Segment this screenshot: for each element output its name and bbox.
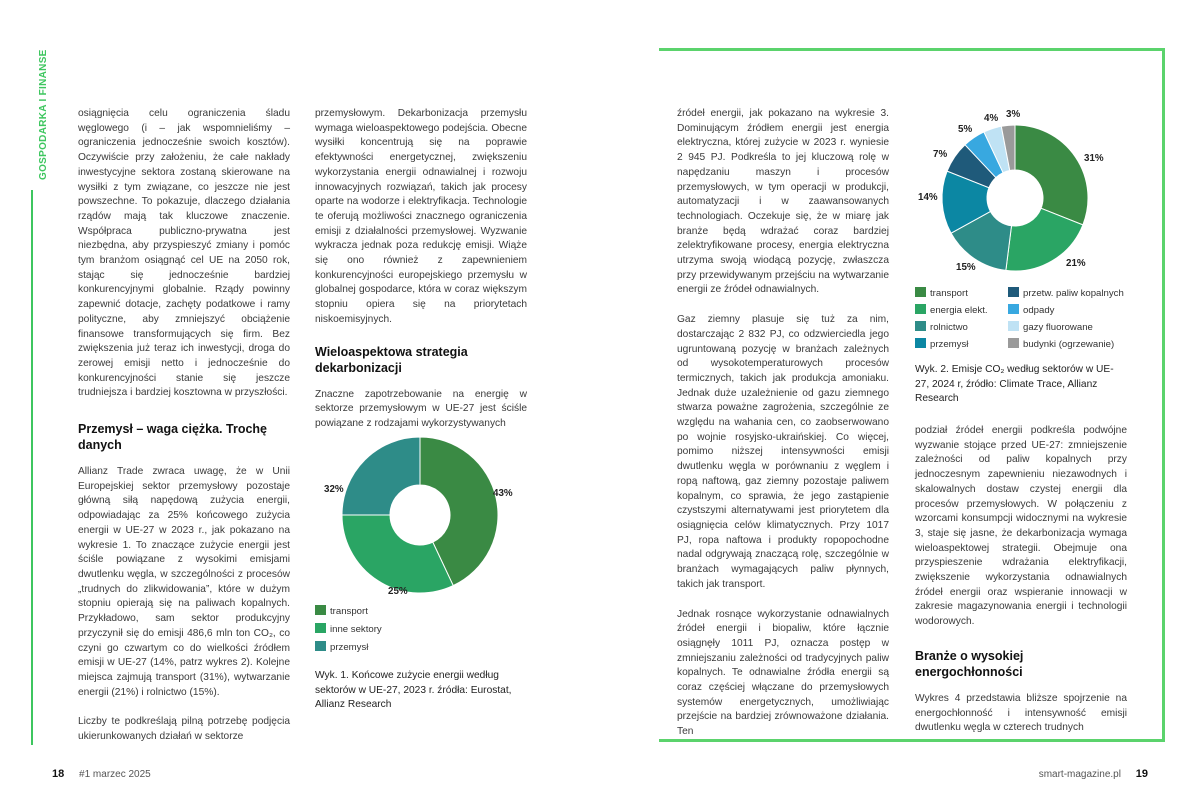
legend-swatch bbox=[315, 641, 326, 651]
data-label: 32% bbox=[324, 484, 344, 495]
legend-swatch bbox=[1008, 287, 1019, 297]
paragraph: Znaczne zapotrzebowanie na energię w sektorze przemysłowym w UE-27 jest ściśle powiązane z rodzajami wykorzystywanych bbox=[315, 388, 527, 429]
data-label: 15% bbox=[956, 262, 976, 273]
legend-item bbox=[315, 605, 368, 617]
legend-swatch bbox=[1008, 304, 1019, 314]
legend-label: rolnictwo bbox=[930, 322, 968, 333]
page-number: 19 bbox=[1135, 768, 1148, 780]
legend-item bbox=[915, 321, 968, 333]
data-label: 5% bbox=[958, 124, 973, 135]
legend-label: przemysł bbox=[330, 642, 369, 653]
chart-1-caption bbox=[315, 669, 530, 713]
co2-emissions-donut-chart bbox=[940, 123, 1090, 273]
legend-label: odpady bbox=[1023, 305, 1055, 316]
legend-label: przemysł bbox=[930, 339, 969, 350]
data-label: 4% bbox=[984, 113, 999, 124]
paragraph: Jednak rosnące wykorzystanie odnawialnych źródeł energii i biopaliw, które łącznie osiągnęły 1011 PJ, oznacza postęp w zmniejszaniu zależności od tradycyjnych paliw kopalnych. Te odnawialne źródła energii są coraz częściej włączane do przemysłowych systemów energetycznych, umożliwiając przejście na bardziej zrównoważone działania. Ten bbox=[677, 608, 889, 738]
legend-item bbox=[915, 338, 968, 350]
pie-slice-przemys- bbox=[342, 437, 420, 515]
section-heading: Wieloaspektowa strategia dekarbonizacji bbox=[315, 344, 468, 375]
data-label: 21% bbox=[1066, 258, 1086, 269]
paragraph: Allianz Trade zwraca uwagę, że w Unii Europejskiej sektor przemysłowy pozostaje główną siłą napędową zużycia energii, odpowiadając za 25% końcowego zużycia energii w UE-27 w 2023 r., jak pokazano na wykresie 1. To znaczące zużycie energii jest ściśle powiązane z wysokimi emisjami dwutlenku węgla, w szczególności z procesów „trudnych do zlikwidowania”, które w dużym stopniu opierają się na paliwach kopalnych. Przykładowo, sam sektor produkcyjny przyczynił się do emisji 486,6 mln ton CO₂, co czyni go czwartym co do wielkości źródłem emisji w UE-27 (14%, patrz wykres 2). Kolejne miejsca zajmują transport (31%), wytwarzanie energii (21%) i rolnictwo (15%). bbox=[78, 466, 290, 698]
legend-label: transport bbox=[330, 606, 368, 617]
legend-item bbox=[915, 304, 988, 316]
legend-label: gazy fluorowane bbox=[1023, 322, 1093, 333]
data-label: 43% bbox=[493, 488, 513, 499]
chart-2-caption bbox=[915, 363, 1127, 407]
data-label: 7% bbox=[933, 149, 948, 160]
pie-slice-inne-sektory bbox=[342, 515, 453, 593]
energy-use-donut-chart bbox=[340, 435, 500, 595]
legend-label: budynki (ogrzewanie) bbox=[1023, 339, 1115, 350]
legend-swatch bbox=[315, 605, 326, 615]
issue-label: #1 marzec 2025 bbox=[79, 769, 151, 780]
legend-swatch bbox=[1008, 338, 1019, 348]
legend-swatch bbox=[915, 287, 926, 297]
legend-item bbox=[315, 623, 382, 635]
legend-swatch bbox=[1008, 321, 1019, 331]
paragraph: podział źródeł energii podkreśla podwójne wyzwanie stojące przed UE-27: zmniejszenie zależności od paliw kopalnych przy jednoczesnym zapewnieniu niezawodnych i skalowalnych dostaw czystej energii dla procesów przemysłowych. W połączeniu z wzorcami konsumpcji widocznymi na wykresie 3, staje się jasne, że dekarbonizacja wymaga wieloaspektowej strategii. Obejmuje ona przyspieszenie wdrażania elektryfikacji, zwiększenie wykorzystania odnawialnych źródeł energii oraz wspieranie innowacji w zakresie magazynowania energii i technologii wodorowych. bbox=[915, 425, 1127, 628]
legend-label: inne sektory bbox=[330, 624, 382, 635]
pie-slice-transport bbox=[1015, 125, 1088, 225]
paragraph: źródeł energii, jak pokazano na wykresie 3. Dominującym źródłem energii jest energia elektryczna, której zużycie w 2023 r. wyniesie 2 945 PJ. Podkreśla to jej kluczową rolę w napędzaniu maszyn i procesów przemysłowych, w tym operacji w produkcji, automatyzacji i w zaawansowanych technologiach. Oczekuje się, że w miarę jak branże będą wdrażać coraz bardziej zelektryfikowane procesy, energia elektryczna utrzyma swoją wiodącą pozycję, zwłaszcza przy przewidywanym przejściu na wytwarzanie energii ze źródeł odnawialnych. bbox=[677, 108, 889, 296]
site-url: smart-magazine.pl bbox=[1038, 769, 1121, 780]
legend-item bbox=[1008, 304, 1054, 316]
legend-label: przetw. paliw kopalnych bbox=[1023, 288, 1124, 299]
data-label: 14% bbox=[918, 192, 938, 203]
paragraph: Liczby te podkreślają pilną potrzebę podjęcia ukierunkowanych działań w sektorze bbox=[78, 716, 290, 743]
legend-label: energia elekt. bbox=[930, 305, 988, 316]
legend-item bbox=[315, 641, 368, 653]
paragraph: Gaz ziemny plasuje się tuż za nim, dostarczając 2 832 PJ, co odzwierciedla jego ugruntowaną pozycję w branżach zależnych od wysokotemperaturowych procesów termicznych, takich jak produkcja amoniaku. Jednak duże uzależnienie od gazu ziemnego stwarza poważne zagrożenia, szczególnie ze względu na wahania cen, co zaobserwowano po wojnie rosyjsko-ukraińskiej. Co więcej, pomimo niższej intensywności emisji dwutlenku węgla w porównaniu z węglem i ropą naftową, gaz ziemny pozostaje paliwem kopalnym, co sprawia, że jego zastąpienie czystszymi alternatywami jest priorytetem dla osiągnięcia celów klimatycznych. Przy 1017 PJ, ropa naftowa i produkty ropopochodne nadal odgrywają znaczącą rolę, szczególnie w branżach wymagających paliw płynnych, takich jak transport. bbox=[677, 314, 889, 590]
legend-swatch bbox=[315, 623, 326, 633]
section-heading: Branże o wysokiej energochłonności bbox=[915, 648, 1024, 679]
legend-swatch bbox=[915, 338, 926, 348]
legend-item bbox=[915, 287, 968, 299]
column-3 bbox=[677, 107, 889, 740]
legend-item bbox=[1008, 287, 1124, 299]
legend-item bbox=[1008, 338, 1114, 350]
data-label: 25% bbox=[388, 586, 408, 597]
footer-right bbox=[1039, 768, 1148, 780]
caption: Wyk. 2. Emisje CO₂ według sektorów w UE-27, 2024 r, źródło: Climate Trace, Allianz Research bbox=[915, 364, 1114, 404]
data-label: 31% bbox=[1084, 153, 1104, 164]
section-label: GOSPODARKA I FINANSE bbox=[38, 49, 49, 180]
legend-swatch bbox=[915, 304, 926, 314]
section-tab bbox=[22, 30, 49, 180]
paragraph: przemysłowym. Dekarbonizacja przemysłu wymaga wieloaspektowego podejścia. Obecne wysiłki koncentrują się na poprawie efektywności energetycznej, zwiększeniu wykorzystania energii odnawialnej i rozwoju innowacyjnych rozwiązań, takich jak procesy oparte na wodorze i elektryfikacja. Technologie te oferują możliwości znacznego ograniczenia emisji z działalności przemysłowej. Wyzwanie wykracza jednak poza redukcję emisji. Wiąże się ono również z zapewnieniem konkurencyjności europejskiego przemysłu w globalnej gospodarce, która w coraz większym stopniu opiera się na priorytetach niskoemisyjnych. bbox=[315, 108, 527, 325]
paragraph: osiągnięcia celu ograniczenia śladu węglowego (i – jak wspomnieliśmy – ograniczenia jednocześnie swoich kosztów). Oczywiście przy założeniu, że całe nakłady inwestycyjne sektora zostaną skierowane na wysiłki z tym związane, co jeszcze nie jest powszechne. To pokazuje, dlaczego działania rządów mają tak kluczowe znaczenie. Współpraca publiczno-prywatna jest niezbędna, aby przyspieszyć zmiany i pomóc tym branżom osiągnąć cel UE na 2050 rok, stając się jednocześnie bardziej konkurencyjnymi globalnie. Rządy powinny zapewnić dotacje, zachęty podatkowe i ramy polityczne, aby zmniejszyć obciążenie finansowe transformujących się firm. Bez zwiększenia już teraz ich inwestycji, droga do zerowej emisji netto i jednocześnie do konkurencyjności stanie się jeszcze trudniejsza i bardziej kosztowna w przyszłości. bbox=[78, 108, 290, 399]
legend-item bbox=[1008, 321, 1093, 333]
data-label: 3% bbox=[1006, 109, 1021, 120]
section-rule bbox=[31, 190, 33, 745]
section-heading: Przemysł – waga ciężka. Trochę danych bbox=[78, 422, 267, 453]
column-4 bbox=[915, 424, 1127, 736]
column-1 bbox=[78, 107, 290, 745]
legend-swatch bbox=[915, 321, 926, 331]
footer-left bbox=[52, 768, 151, 780]
column-2 bbox=[315, 107, 527, 432]
paragraph: Wykres 4 przedstawia bliższe spojrzenie na energochłonność i intensywność emisji dwutlenku węgla w czterech trudnych bbox=[915, 692, 1127, 734]
caption: Wyk. 1. Końcowe zużycie energii według sektorów w UE-27, 2023 r. źródła: Eurostat, Allianz Research bbox=[315, 670, 512, 710]
page-number: 18 bbox=[52, 768, 65, 780]
legend-label: transport bbox=[930, 288, 968, 299]
